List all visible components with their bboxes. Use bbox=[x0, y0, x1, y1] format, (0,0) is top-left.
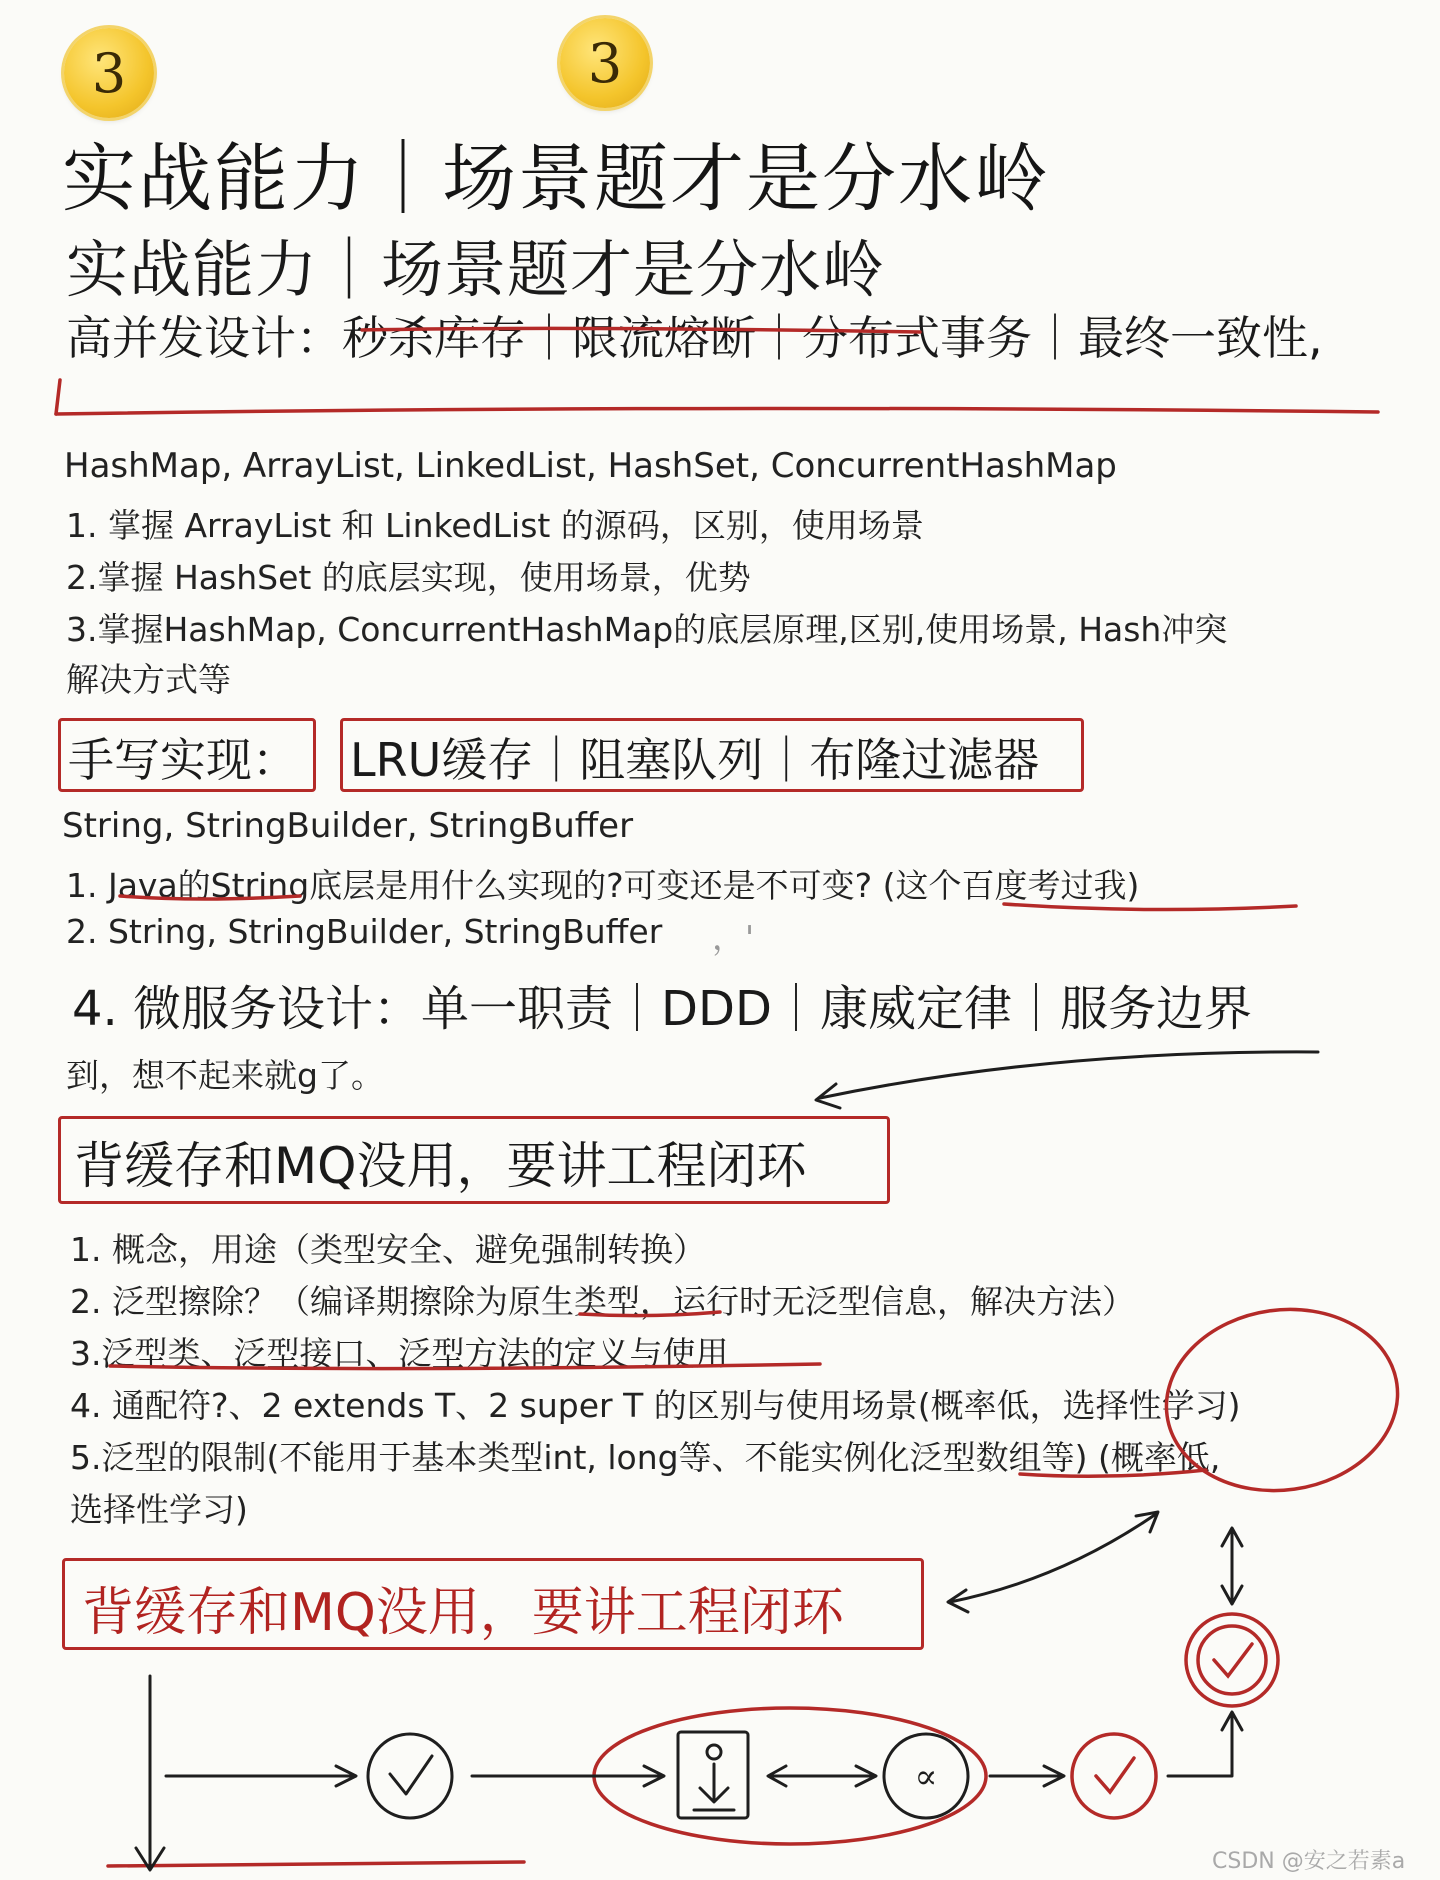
collections-list: HashMap, ArrayList, LinkedList, HashSet, ConcurrentHashMap bbox=[64, 446, 1117, 486]
badge-number-text: 3 bbox=[587, 31, 623, 95]
circle-selective-study bbox=[1155, 1295, 1410, 1506]
banner-text-2: 背缓存和MQ没用，要讲工程闭环 bbox=[82, 1583, 844, 1643]
topic-microservice: 4. 微服务设计：单一职责｜DDD｜康威定律｜服务边界 bbox=[72, 981, 1252, 1037]
strings-list: String, StringBuilder, StringBuffer bbox=[62, 806, 634, 846]
page-title: 实战能力｜场景题才是分水岭 bbox=[62, 136, 1050, 222]
arrow-curve-to-remark bbox=[820, 1052, 1318, 1098]
alpha-symbol: ∝ bbox=[914, 1757, 938, 1797]
remark-text: 到，想不起来就g了。 bbox=[66, 1056, 384, 1095]
generics-item-1: 1. 概念，用途（类型安全、避免强制转换） bbox=[70, 1230, 706, 1269]
strings-question-2: 2. String, StringBuilder, StringBuffer bbox=[66, 912, 663, 951]
check-circle-double-icon bbox=[1186, 1614, 1278, 1706]
arrow-to-banner-2 bbox=[950, 1514, 1156, 1602]
underline-high-concurrency bbox=[56, 408, 1378, 414]
generics-item-2: 2. 泛型擦除？（编译期擦除为原生类型，运行时无泛型信息，解决方法） bbox=[70, 1282, 1135, 1321]
handwrite-content: LRU缓存｜阻塞队列｜布隆过滤器 bbox=[350, 733, 1040, 787]
collections-item-3: 3.掌握HashMap, ConcurrentHashMap的底层原理,区别,使用场景, Hash冲突 bbox=[66, 610, 1228, 649]
strings-question-2-mark: ，' bbox=[712, 918, 755, 957]
handwrite-label: 手写实现： bbox=[68, 733, 298, 787]
underline-generics-item-3 bbox=[110, 1364, 820, 1369]
check-circle-icon bbox=[368, 1734, 452, 1818]
collections-item-1: 1. 掌握 ArrayList 和 LinkedList 的源码，区别，使用场景 bbox=[66, 506, 924, 545]
generics-item-4: 4. 通配符?、2 extends T、2 super T 的区别与使用场景(概率低，选择性学习) bbox=[70, 1386, 1241, 1425]
bracket-high-concurrency bbox=[56, 380, 60, 414]
underline-baidu-note bbox=[1004, 904, 1296, 910]
badge-number-text: 3 bbox=[91, 41, 127, 105]
underline-subtitle bbox=[362, 328, 920, 332]
arrow-elbow-up bbox=[1168, 1716, 1232, 1776]
underline-raw-type bbox=[580, 1312, 720, 1316]
generics-item-5-cont: 选择性学习) bbox=[70, 1490, 248, 1529]
underline-java-string bbox=[120, 896, 300, 899]
generics-item-3: 3.泛型类、泛型接口、泛型方法的定义与使用 bbox=[70, 1334, 729, 1373]
underline-bottom-left bbox=[108, 1862, 524, 1866]
page-subtitle: 实战能力｜场景题才是分水岭 bbox=[66, 233, 886, 306]
collections-item-3-cont: 解决方式等 bbox=[66, 660, 231, 699]
collections-item-2: 2.掌握 HashSet 的底层实现，使用场景，优势 bbox=[66, 558, 751, 597]
banner-text-1: 背缓存和MQ没用，要讲工程闭环 bbox=[74, 1137, 807, 1195]
underline-generic-array bbox=[1020, 1470, 1206, 1476]
strings-question-1: 1. Java的String底层是用什么实现的?可变还是不可变? (这个百度考过我) bbox=[66, 866, 1140, 905]
topic-high-concurrency: 高并发设计：秒杀库存｜限流熔断｜分布式事务｜最终一致性, bbox=[66, 311, 1323, 365]
generics-item-5: 5.泛型的限制(不能用于基本类型int, long等、不能实例化泛型数组等) (概率低, bbox=[70, 1438, 1221, 1477]
check-circle-right-icon bbox=[1072, 1734, 1156, 1818]
watermark: CSDN @安之若素a bbox=[1212, 1849, 1406, 1874]
